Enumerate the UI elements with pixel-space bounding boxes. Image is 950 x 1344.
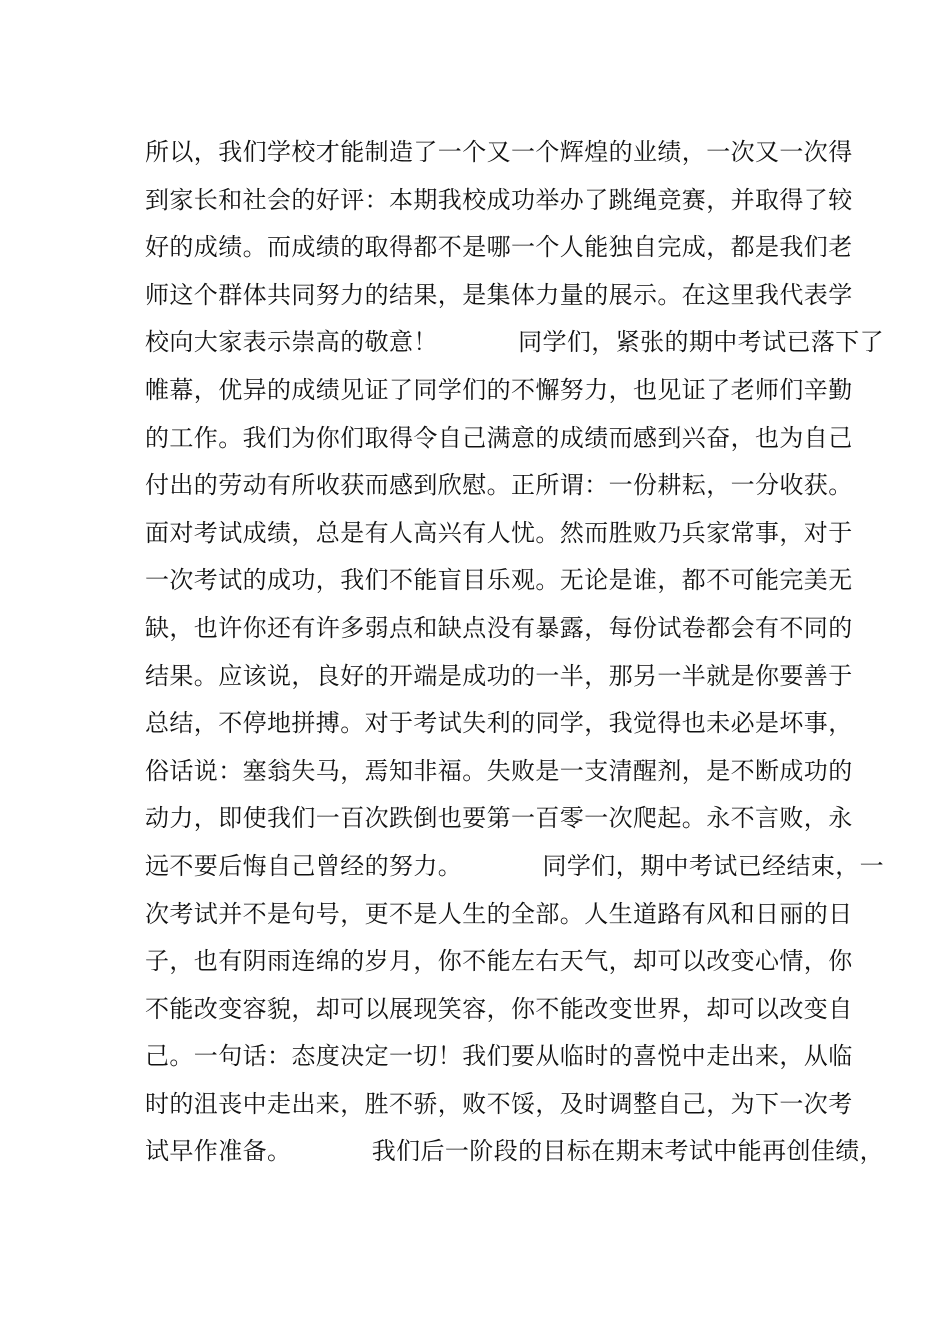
text-line-19: 不能改变容貌，却可以展现笑容，你不能改变世界，却可以改变自 bbox=[145, 994, 853, 1023]
text-line-16: 远不要后悔自己曾经的努力。 同学们，期中考试已经结束，一 bbox=[145, 851, 885, 880]
text-line-17: 次考试并不是句号，更不是人生的全部。人生道路有风和日丽的日 bbox=[145, 899, 853, 928]
text-line-1: 所以，我们学校才能制造了一个又一个辉煌的业绩，一次又一次得 bbox=[145, 138, 853, 166]
text-line-20: 己。一句话：态度决定一切！我们要从临时的喜悦中走出来，从临 bbox=[145, 1042, 853, 1071]
text-line-8: 付出的劳动有所收获而感到欣慰。正所谓：一份耕耘，一分收获。 bbox=[145, 471, 853, 500]
text-line-2: 到家长和社会的好评：本期我校成功举办了跳绳竞赛，并取得了较 bbox=[145, 185, 853, 214]
text-line-15: 动力，即使我们一百次跌倒也要第一百零一次爬起。永不言败，永 bbox=[145, 804, 853, 833]
body-text bbox=[145, 129, 885, 1176]
text-line-11: 缺，也许你还有许多弱点和缺点没有暴露，每份试卷都会有不同的 bbox=[145, 613, 853, 642]
text-line-18: 子，也有阴雨连绵的岁月，你不能左右天气，却可以改变心情，你 bbox=[145, 947, 853, 976]
text-line-22: 试早作准备。 我们后一阶段的目标在期末考试中能再创佳绩， bbox=[145, 1137, 885, 1166]
text-line-14: 俗话说：塞翁失马，焉知非福。失败是一支清醒剂，是不断成功的 bbox=[145, 756, 853, 785]
text-line-6: 帷幕，优异的成绩见证了同学们的不懈努力，也见证了老师们辛勤 bbox=[145, 375, 853, 404]
text-line-7: 的工作。我们为你们取得令自己满意的成绩而感到兴奋，也为自己 bbox=[145, 423, 853, 452]
text-line-21: 时的沮丧中走出来，胜不骄，败不馁，及时调整自己，为下一次考 bbox=[145, 1089, 853, 1118]
text-line-5: 校向大家表示崇高的敬意！ 同学们，紧张的期中考试已落下了 bbox=[145, 328, 885, 357]
text-line-9: 面对考试成绩，总是有人高兴有人忧。然而胜败乃兵家常事，对于 bbox=[145, 518, 853, 547]
text-line-4: 师这个群体共同努力的结果，是集体力量的展示。在这里我代表学 bbox=[145, 280, 853, 309]
text-line-12: 结果。应该说，良好的开端是成功的一半，那另一半就是你要善于 bbox=[145, 661, 853, 690]
text-line-10: 一次考试的成功，我们不能盲目乐观。无论是谁，都不可能完美无 bbox=[145, 566, 853, 595]
text-line-13: 总结，不停地拼搏。对于考试失利的同学，我觉得也未必是坏事， bbox=[145, 709, 853, 738]
text-line-3: 好的成绩。而成绩的取得都不是哪一个人能独自完成，都是我们老 bbox=[145, 233, 853, 262]
